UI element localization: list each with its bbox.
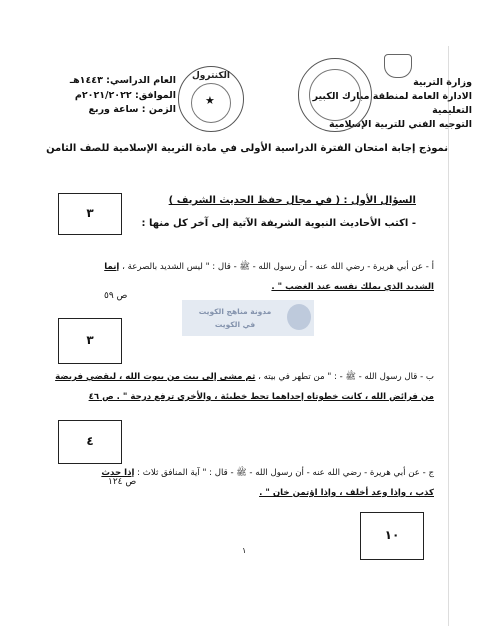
hadith-c-prompt: ج - عن أبي هريرة - رضي الله عنه - أن رسول الله - ﷺ - قال : " آية المنافق ثلاث : (134, 468, 434, 478)
question-heading: السؤال الأول : ( في مجال حفظ الحديث الشريف ) (168, 195, 416, 206)
page-edge-line (448, 46, 449, 626)
score-box-q1 (58, 193, 122, 235)
control-stamp (178, 66, 244, 132)
hadith-a-answer-start: إنما (104, 262, 120, 272)
ministry-name: وزارة التربية (413, 77, 472, 88)
control-stamp-label: الكنترول (191, 71, 231, 81)
score-value: ٣ (86, 333, 94, 347)
hadith-b-answer: من فرائض الله ، كانت خطوتاه إحداهما تحط خطيئة ، والأخرى ترفع درجة " . ص ٤٦ (88, 392, 434, 402)
exam-info (66, 74, 176, 118)
district-name: الادارة العامة لمنطقة مبارك الكبير التعليمية (312, 91, 472, 116)
hadith-b-answer-start: ثم مشى إلى بيت من بيوت الله ، ليقضي فريضة (55, 372, 256, 382)
hadith-a-line1 (104, 258, 434, 276)
state-emblem-icon (384, 54, 412, 78)
score-box-b (58, 318, 122, 364)
hadith-c-page-ref: ص ١٢٤ (108, 477, 137, 487)
hadith-c-answer-start: إذا حدث (101, 468, 135, 478)
score-box-c (58, 420, 122, 464)
hadith-c-line1 (101, 464, 434, 482)
hadith-a-page-ref: ص ٥٩ (104, 291, 128, 301)
hadith-a-answer: الشديد الذي يملك نفسه عند الغضب " . (271, 282, 434, 292)
document-title: نموذج إجابة امتحان الفترة الدراسية الأولى في مادة التربية الإسلامية للصف الثامن (46, 143, 448, 154)
exam-date: الموافق: ٢٠٢١/٢٠٢٢م (74, 89, 176, 101)
department-name: التوجيه الفني للتربية الإسلامية (328, 119, 472, 130)
total-score-value: ١٠ (384, 528, 400, 542)
hadith-c-line2 (259, 484, 434, 502)
score-value: ٣ (86, 206, 94, 220)
hadith-c-answer: كذب ، وإذا وعد أخلف ، وإذا اؤتمن خان " . (259, 488, 434, 498)
hadith-b-prompt: ب - قال رسول الله - ﷺ - : " من تطهر في بيته ، (255, 372, 434, 382)
hadith-b-line2 (89, 388, 434, 406)
academic-year: العام الدراسي: ١٤٤٣هـ (69, 75, 176, 86)
star-icon: ★ (205, 94, 215, 107)
district-stamp-inner-ring (309, 69, 361, 121)
question-instruction: - اكتب الأحاديث النبوية الشريفة الآتية إلى آخر كل منها : (141, 218, 416, 229)
hadith-b-line1 (55, 368, 434, 386)
watermark-line1: مدونة مناهج الكويت (198, 307, 272, 316)
watermark-banner (182, 300, 314, 336)
page-number: ١ (242, 546, 247, 555)
district-stamp (298, 58, 372, 132)
score-value: ٤ (86, 434, 94, 448)
hadith-a-line2 (271, 278, 434, 296)
watermark-logo-icon (287, 304, 311, 330)
exam-duration: الزمن : ساعة وربع (88, 104, 176, 115)
hadith-a-prompt: أ - عن أبي هريرة - رضي الله عنه - أن رسول الله - ﷺ - قال : " ليس الشديد بالصرعة ، (119, 262, 434, 272)
watermark-line2: في الكويت (214, 320, 256, 329)
total-score-box (360, 512, 424, 560)
